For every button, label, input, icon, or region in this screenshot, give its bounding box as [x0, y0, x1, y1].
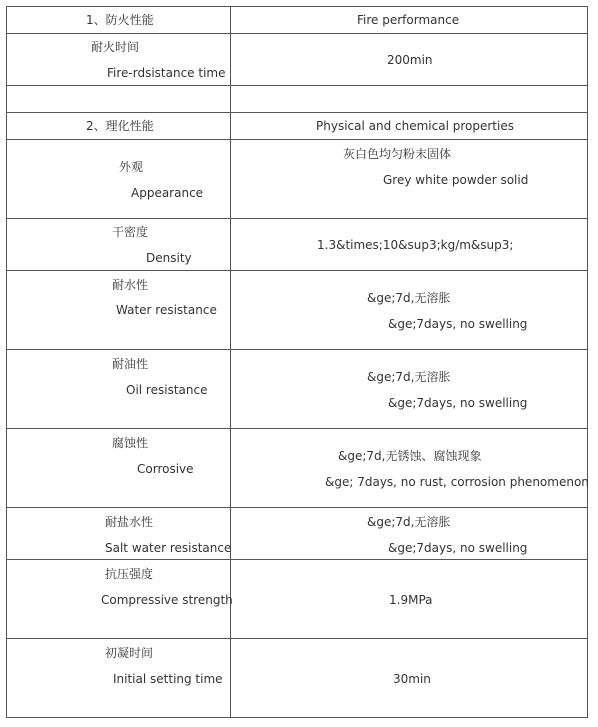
table-row [7, 113, 588, 140]
table-row [7, 560, 588, 639]
table-row [7, 7, 588, 34]
table-cell [7, 508, 231, 560]
table-cell [7, 7, 231, 34]
property-name-cn: 耐盐水性 [105, 515, 154, 529]
property-value: Grey white powder solid [383, 173, 529, 187]
property-value: &ge; 7days, no rust, corrosion phenomenon [325, 475, 589, 489]
section-heading: 2、理化性能 [86, 119, 154, 133]
table-cell [7, 429, 231, 508]
properties-table [6, 6, 588, 718]
section-heading: 1、防火性能 [86, 13, 154, 27]
table-cell [7, 86, 231, 113]
property-value: 1.3&times;10&sup3;kg/m&sup3; [317, 238, 514, 252]
table-row [7, 271, 588, 350]
property-name-en: Salt water resistance [105, 541, 232, 555]
table-cell [231, 7, 588, 34]
property-name-en: Density [146, 251, 192, 265]
property-name-en: Oil resistance [126, 383, 208, 397]
property-name-cn: 耐油性 [112, 357, 149, 371]
table-row [7, 350, 588, 429]
property-value: &ge;7d,无锈蚀、腐蚀现象 [338, 449, 482, 463]
property-name-en: Compressive strength [101, 593, 233, 607]
table-row [7, 429, 588, 508]
table-row [7, 140, 588, 219]
property-name-en: Appearance [131, 186, 204, 200]
property-name-cn: 初凝时间 [105, 646, 154, 660]
table-cell [7, 560, 231, 639]
property-value: &ge;7d,无溶胀 [367, 370, 451, 384]
property-name-cn: 腐蚀性 [112, 436, 149, 450]
property-value: 200min [387, 53, 433, 67]
property-value: &ge;7days, no swelling [388, 317, 528, 331]
section-heading: Physical and chemical properties [316, 119, 514, 133]
table-cell [231, 560, 588, 639]
property-value: &ge;7d,无溶胀 [367, 291, 451, 305]
table-row [7, 639, 588, 718]
table-cell [7, 271, 231, 350]
property-value: &ge;7days, no swelling [388, 541, 528, 555]
table-cell [231, 219, 588, 271]
section-heading: Fire performance [357, 13, 460, 27]
table-row [7, 86, 588, 113]
table-cell [231, 429, 588, 508]
table-cell [231, 508, 588, 560]
table-cell [7, 219, 231, 271]
property-name-cn: 抗压强度 [105, 567, 154, 581]
table-cell [231, 86, 588, 113]
table-cell [231, 113, 588, 140]
table-cell [7, 639, 231, 718]
property-name-en: Initial setting time [113, 672, 223, 686]
table-cell [7, 350, 231, 429]
table-cell [231, 140, 588, 219]
table-cell [7, 113, 231, 140]
property-value: &ge;7days, no swelling [388, 396, 528, 410]
table-row [7, 508, 588, 560]
property-name-cn: 耐火时间 [91, 40, 140, 54]
table-cell [7, 140, 231, 219]
property-name-en: Fire-rdsistance time [107, 66, 226, 80]
table-row [7, 219, 588, 271]
property-name-cn: 干密度 [112, 225, 149, 239]
property-value: &ge;7d,无溶胀 [367, 515, 451, 529]
property-name-cn: 耐水性 [112, 278, 149, 292]
table-cell [7, 34, 231, 86]
table-cell [231, 34, 588, 86]
property-value: 灰白色均匀粉末固体 [343, 147, 452, 161]
property-name-cn: 外观 [119, 160, 144, 174]
table-cell [231, 271, 588, 350]
property-name-en: Water resistance [116, 303, 217, 317]
table-row [7, 34, 588, 86]
table-cell [231, 350, 588, 429]
property-value: 30min [393, 672, 431, 686]
table-cell [231, 639, 588, 718]
property-name-en: Corrosive [137, 462, 194, 476]
property-value: 1.9MPa [389, 593, 433, 607]
